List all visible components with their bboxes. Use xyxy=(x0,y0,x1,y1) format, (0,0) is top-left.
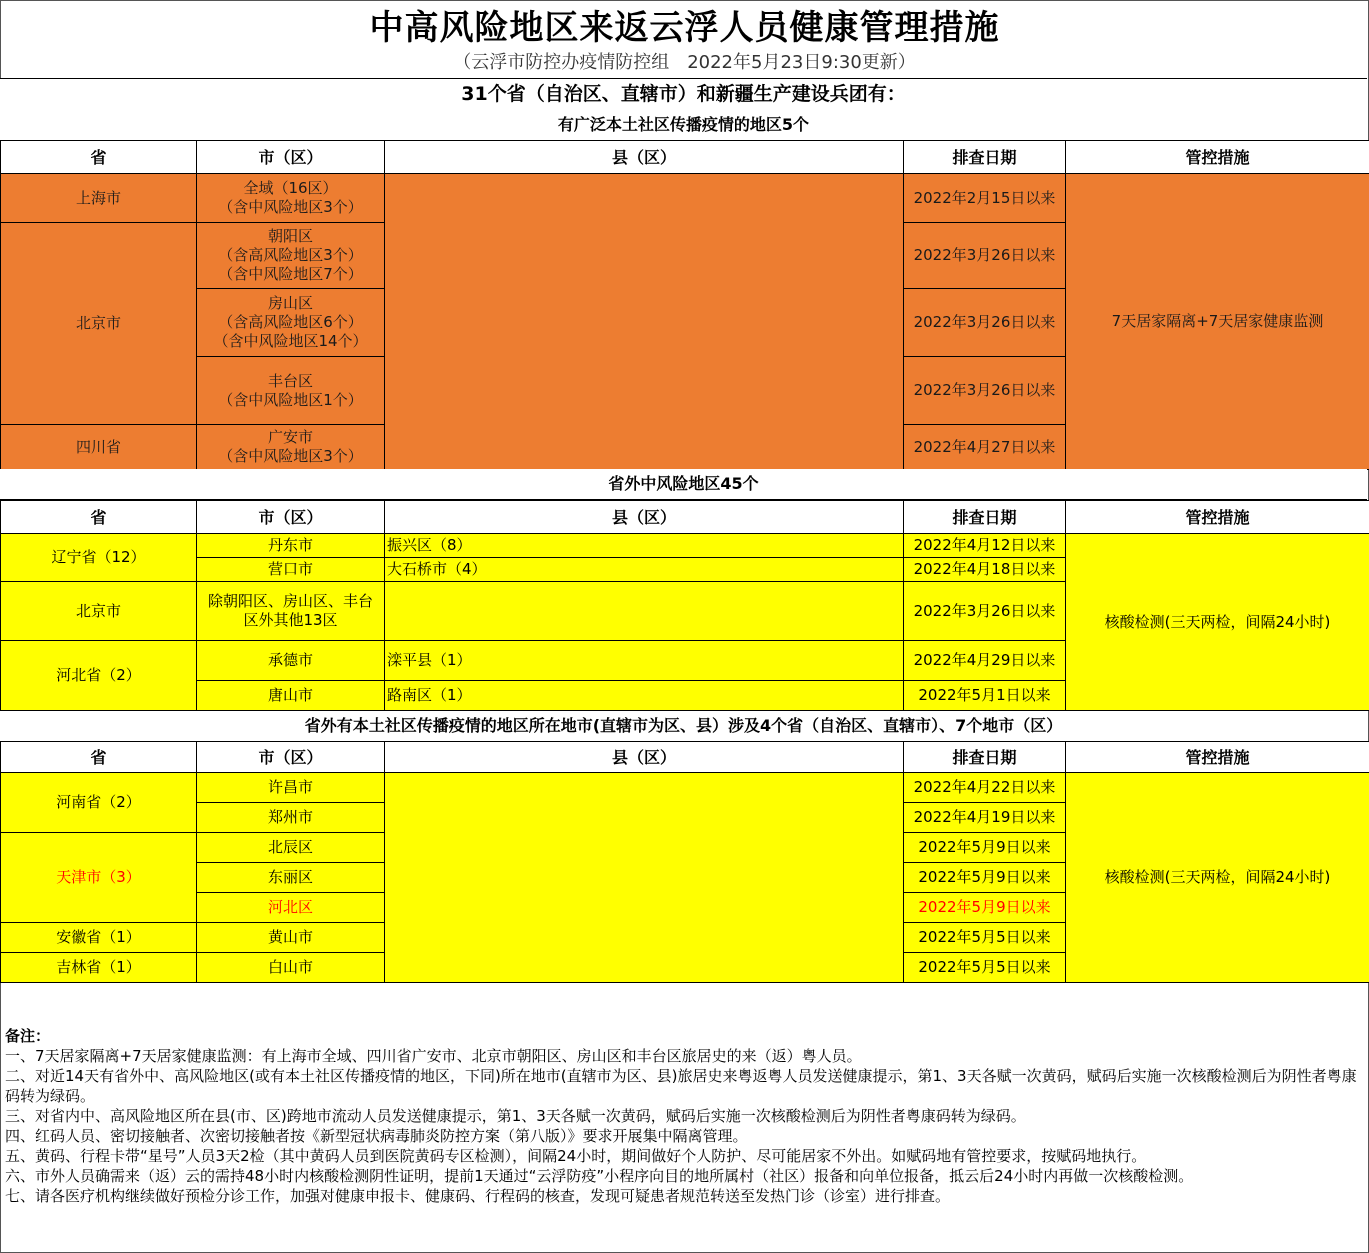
county-cell xyxy=(385,582,904,641)
city-cell: 白山市 xyxy=(197,953,385,983)
table-row xyxy=(1,773,1369,803)
prov-cell: 吉林省（1） xyxy=(1,953,197,983)
prov-cell: 北京市 xyxy=(1,582,197,641)
section2-title: 省外中风险地区45个 xyxy=(0,469,1367,500)
note-item: 二、对近14天有省外中、高风险地区(或有本土社区传播疫情的地区，下同)所在地市(直辖市为区、县)旅居史来粤返粤人员发送健康提示，第1、3天各赋一次黄码，赋码后实施一次核酸检测后为阴性者粤康码转为绿码。 xyxy=(5,1067,1357,1105)
col-header-date: 排查日期 xyxy=(904,501,1066,534)
note-item: 五、黄码、行程卡带“星号”人员3天2检（其中黄码人员到医院黄码专区检测），间隔24小时，期间做好个人防护、尽可能居家不外出。如赋码地有管控要求，按赋码地执行。 xyxy=(5,1147,1147,1165)
col-header-prov: 省 xyxy=(1,742,197,773)
city-cell: 黄山市 xyxy=(197,923,385,953)
col-header-measure: 管控措施 xyxy=(1066,742,1369,773)
date-cell: 2022年4月22日以来 xyxy=(904,773,1066,803)
city-cell: 丹东市 xyxy=(197,534,385,558)
city-cell: 河北区 xyxy=(197,893,385,923)
city-cell: 朝阳区 （含高风险地区3个） （含中风险地区7个） xyxy=(197,223,385,289)
prov-cell: 四川省 xyxy=(1,425,197,470)
page-subtitle: （云浮市防控办疫情防控组 2022年5月23日9:30更新） xyxy=(453,52,916,73)
date-cell: 2022年3月26日以来 xyxy=(904,289,1066,357)
date-cell: 2022年4月18日以来 xyxy=(904,558,1066,582)
city-cell: 房山区 （含高风险地区6个） （含中风险地区14个） xyxy=(197,289,385,357)
date-cell: 2022年5月1日以来 xyxy=(904,681,1066,711)
city-cell: 广安市 （含中风险地区3个） xyxy=(197,425,385,470)
measure-cell: 核酸检测(三天两检，间隔24小时) xyxy=(1066,773,1369,983)
scope-banner: 31个省（自治区、直辖市）和新疆生产建设兵团有： xyxy=(0,78,1367,111)
col-header-city: 市（区） xyxy=(197,501,385,534)
notes-block xyxy=(5,1026,1365,1206)
prov-cell: 安徽省（1） xyxy=(1,923,197,953)
prov-cell: 天津市（3） xyxy=(1,833,197,923)
date-cell: 2022年5月9日以来 xyxy=(904,833,1066,863)
county-cell xyxy=(385,174,904,470)
col-header-county: 县（区） xyxy=(385,742,904,773)
date-cell: 2022年4月29日以来 xyxy=(904,641,1066,681)
col-header-date: 排查日期 xyxy=(904,141,1066,174)
date-cell: 2022年3月26日以来 xyxy=(904,223,1066,289)
col-header-county: 县（区） xyxy=(385,501,904,534)
city-cell: 除朝阳区、房山区、丰台区外其他13区 xyxy=(197,582,385,641)
date-cell: 2022年4月12日以来 xyxy=(904,534,1066,558)
county-cell: 振兴区（8） xyxy=(385,534,904,558)
city-cell: 北辰区 xyxy=(197,833,385,863)
date-cell: 2022年5月5日以来 xyxy=(904,923,1066,953)
date-cell: 2022年3月26日以来 xyxy=(904,357,1066,425)
note-item: 七、请各医疗机构继续做好预检分诊工作，加强对健康申报卡、健康码、行程码的核查，发现可疑患者规范转送至发热门诊（诊室）进行排查。 xyxy=(5,1187,951,1205)
date-cell: 2022年5月9日以来 xyxy=(904,863,1066,893)
city-cell: 承德市 xyxy=(197,641,385,681)
note-item: 四、红码人员、密切接触者、次密切接触者按《新型冠状病毒肺炎防控方案（第八版）》要求开展集中隔离管理。 xyxy=(5,1127,748,1145)
col-header-measure: 管控措施 xyxy=(1066,501,1369,534)
note-item: 六、市外人员确需来（返）云的需持48小时内核酸检测阴性证明，提前1天通过“云浮防疫”小程序向目的地所属村（社区）报备和向单位报备，抵云后24小时内再做一次核酸检测。 xyxy=(5,1167,1194,1185)
section3-title: 省外有本土社区传播疫情的地区所在地市(直辖市为区、县）涉及4个省（自治区、直辖市）、7个地市（区） xyxy=(0,711,1367,742)
date-cell: 2022年4月27日以来 xyxy=(904,425,1066,470)
note-item: 一、7天居家隔离+7天居家健康监测：有上海市全域、四川省广安市、北京市朝阳区、房山区和丰台区旅居史的来（返）粤人员。 xyxy=(5,1047,862,1065)
city-cell: 营口市 xyxy=(197,558,385,582)
section1-title: 有广泛本土社区传播疫情的地区5个 xyxy=(0,110,1367,141)
col-header-city: 市（区） xyxy=(197,742,385,773)
prov-cell: 河北省（2） xyxy=(1,641,197,711)
date-cell: 2022年2月15日以来 xyxy=(904,174,1066,223)
col-header-county: 县（区） xyxy=(385,141,904,174)
table-row xyxy=(1,174,1369,223)
prov-cell: 辽宁省（12） xyxy=(1,534,197,582)
city-cell: 丰台区 （含中风险地区1个） xyxy=(197,357,385,425)
date-cell: 2022年3月26日以来 xyxy=(904,582,1066,641)
col-header-prov: 省 xyxy=(1,501,197,534)
section1-table xyxy=(0,140,1369,470)
note-item: 三、对省内中、高风险地区所在县(市、区)跨地市流动人员发送健康提示，第1、3天各赋一次黄码，赋码后实施一次核酸检测后为阴性者粤康码转为绿码。 xyxy=(5,1107,1026,1125)
county-cell: 滦平县（1） xyxy=(385,641,904,681)
prov-cell: 北京市 xyxy=(1,223,197,425)
col-header-measure: 管控措施 xyxy=(1066,141,1369,174)
page-title: 中高风险地区来返云浮人员健康管理措施 xyxy=(369,8,1000,48)
city-cell: 郑州市 xyxy=(197,803,385,833)
prov-cell: 河南省（2） xyxy=(1,773,197,833)
prov-cell: 上海市 xyxy=(1,174,197,223)
section3-table xyxy=(0,741,1369,983)
measure-cell: 核酸检测(三天两检，间隔24小时) xyxy=(1066,534,1369,711)
measure-cell: 7天居家隔离+7天居家健康监测 xyxy=(1066,174,1369,470)
county-cell: 路南区（1） xyxy=(385,681,904,711)
city-cell: 东丽区 xyxy=(197,863,385,893)
county-cell: 大石桥市（4） xyxy=(385,558,904,582)
date-cell: 2022年5月9日以来 xyxy=(904,893,1066,923)
col-header-prov: 省 xyxy=(1,141,197,174)
notes-title: 备注： xyxy=(5,1027,51,1045)
col-header-date: 排查日期 xyxy=(904,742,1066,773)
date-cell: 2022年5月5日以来 xyxy=(904,953,1066,983)
county-cell xyxy=(385,773,904,983)
section2-table xyxy=(0,500,1369,711)
table-row xyxy=(1,534,1369,558)
date-cell: 2022年4月19日以来 xyxy=(904,803,1066,833)
city-cell: 许昌市 xyxy=(197,773,385,803)
city-cell: 全域（16区） （含中风险地区3个） xyxy=(197,174,385,223)
col-header-city: 市（区） xyxy=(197,141,385,174)
city-cell: 唐山市 xyxy=(197,681,385,711)
